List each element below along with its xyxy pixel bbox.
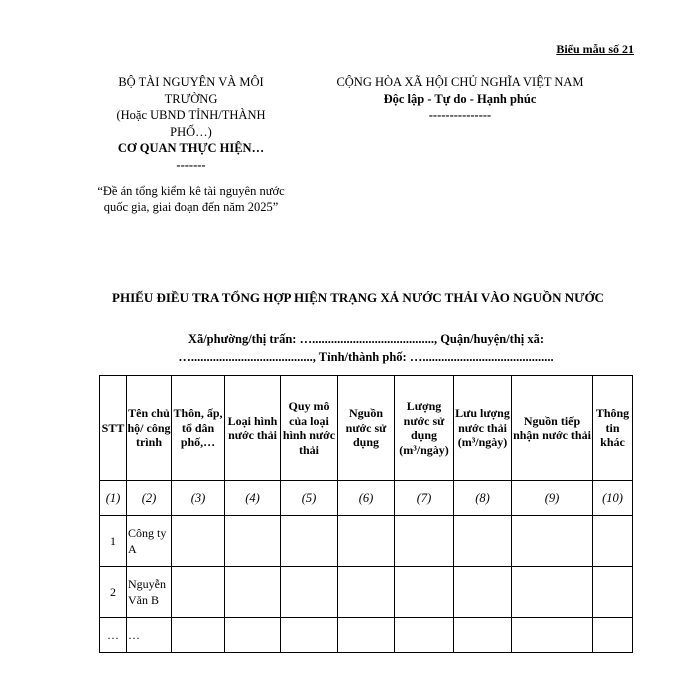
index-cell: (2) — [127, 481, 172, 516]
empty-cell — [512, 567, 593, 618]
empty-cell — [395, 618, 454, 653]
location-line-1: Xã/phường/thị trấn: …......................................., Quận/huyện/thị xã: — [187, 332, 545, 346]
empty-cell — [338, 618, 395, 653]
country-name: CỘNG HÒA XÃ HỘI CHỦ NGHĨA VIỆT NAM — [336, 75, 584, 89]
col-header-water-usage: Lượng nước sử dụng (m³/ngày) — [395, 376, 454, 481]
row-owner-name: Công ty A — [127, 516, 172, 567]
col-header-water-source: Nguồn nước sử dụng — [338, 376, 395, 481]
empty-cell — [225, 516, 281, 567]
index-cell: (6) — [338, 481, 395, 516]
agency-divider: ------- — [176, 157, 206, 172]
header-row — [100, 376, 633, 481]
implementing-agency: CƠ QUAN THỰC HIỆN… — [117, 141, 265, 155]
col-header-stt: STT — [100, 376, 127, 481]
index-cell: (5) — [281, 481, 338, 516]
empty-cell — [172, 516, 225, 567]
empty-cell — [395, 516, 454, 567]
empty-cell — [454, 618, 512, 653]
empty-cell — [172, 618, 225, 653]
index-cell: (9) — [512, 481, 593, 516]
survey-table — [99, 375, 633, 653]
col-header-scale: Quy mô của loại hình nước thải — [281, 376, 338, 481]
empty-cell — [281, 516, 338, 567]
table-row — [100, 618, 633, 653]
table-row — [100, 516, 633, 567]
row-stt: 1 — [100, 516, 127, 567]
form-number: Biểu mẫu số 21 — [556, 42, 634, 56]
row-stt: … — [100, 618, 127, 653]
col-header-other-info: Thông tin khác — [593, 376, 633, 481]
col-header-wastewater-type: Loại hình nước thải — [225, 376, 281, 481]
col-header-discharge-flow: Lưu lượng nước thải (m³/ngày) — [454, 376, 512, 481]
motto-divider: --------------- — [428, 108, 492, 122]
row-owner-name: … — [127, 618, 172, 653]
empty-cell — [338, 516, 395, 567]
empty-cell — [281, 567, 338, 618]
empty-cell — [281, 618, 338, 653]
col-header-hamlet: Thôn, ấp, tổ dân phố,… — [172, 376, 225, 481]
index-cell: (10) — [593, 481, 633, 516]
agency-header — [96, 74, 286, 215]
col-header-receiving-source: Nguồn tiếp nhận nước thải — [512, 376, 593, 481]
local-authority: (Hoặc UBND TỈNH/THÀNH PHỐ…) — [116, 108, 266, 139]
table-row — [100, 567, 633, 618]
empty-cell — [593, 618, 633, 653]
empty-cell — [593, 516, 633, 567]
empty-cell — [512, 618, 593, 653]
index-cell: (4) — [225, 481, 281, 516]
form-title: PHIẾU ĐIỀU TRA TỔNG HỢP HIỆN TRẠNG XẢ NƯỚC THẢI VÀO NGUỒN NƯỚC — [112, 290, 604, 305]
empty-cell — [593, 567, 633, 618]
location-line-2: …......................................., Tỉnh/thành phố: ….......................................... — [178, 350, 554, 364]
index-cell: (7) — [395, 481, 454, 516]
ministry-name: BỘ TÀI NGUYÊN VÀ MÔI TRƯỜNG — [118, 75, 264, 106]
empty-cell — [454, 567, 512, 618]
project-name: “Đề án tổng kiểm kê tài nguyên nước quốc gia, giai đoạn đến năm 2025” — [97, 184, 285, 214]
empty-cell — [225, 567, 281, 618]
row-owner-name: Nguyễn Văn B — [127, 567, 172, 618]
index-cell: (1) — [100, 481, 127, 516]
empty-cell — [338, 567, 395, 618]
empty-cell — [172, 567, 225, 618]
national-header — [312, 74, 608, 124]
empty-cell — [454, 516, 512, 567]
empty-cell — [225, 618, 281, 653]
index-row — [100, 481, 633, 516]
index-cell: (3) — [172, 481, 225, 516]
row-stt: 2 — [100, 567, 127, 618]
empty-cell — [512, 516, 593, 567]
index-cell: (8) — [454, 481, 512, 516]
empty-cell — [395, 567, 454, 618]
col-header-owner: Tên chủ hộ/ công trình — [127, 376, 172, 481]
national-motto: Độc lập - Tự do - Hạnh phúc — [383, 91, 537, 106]
